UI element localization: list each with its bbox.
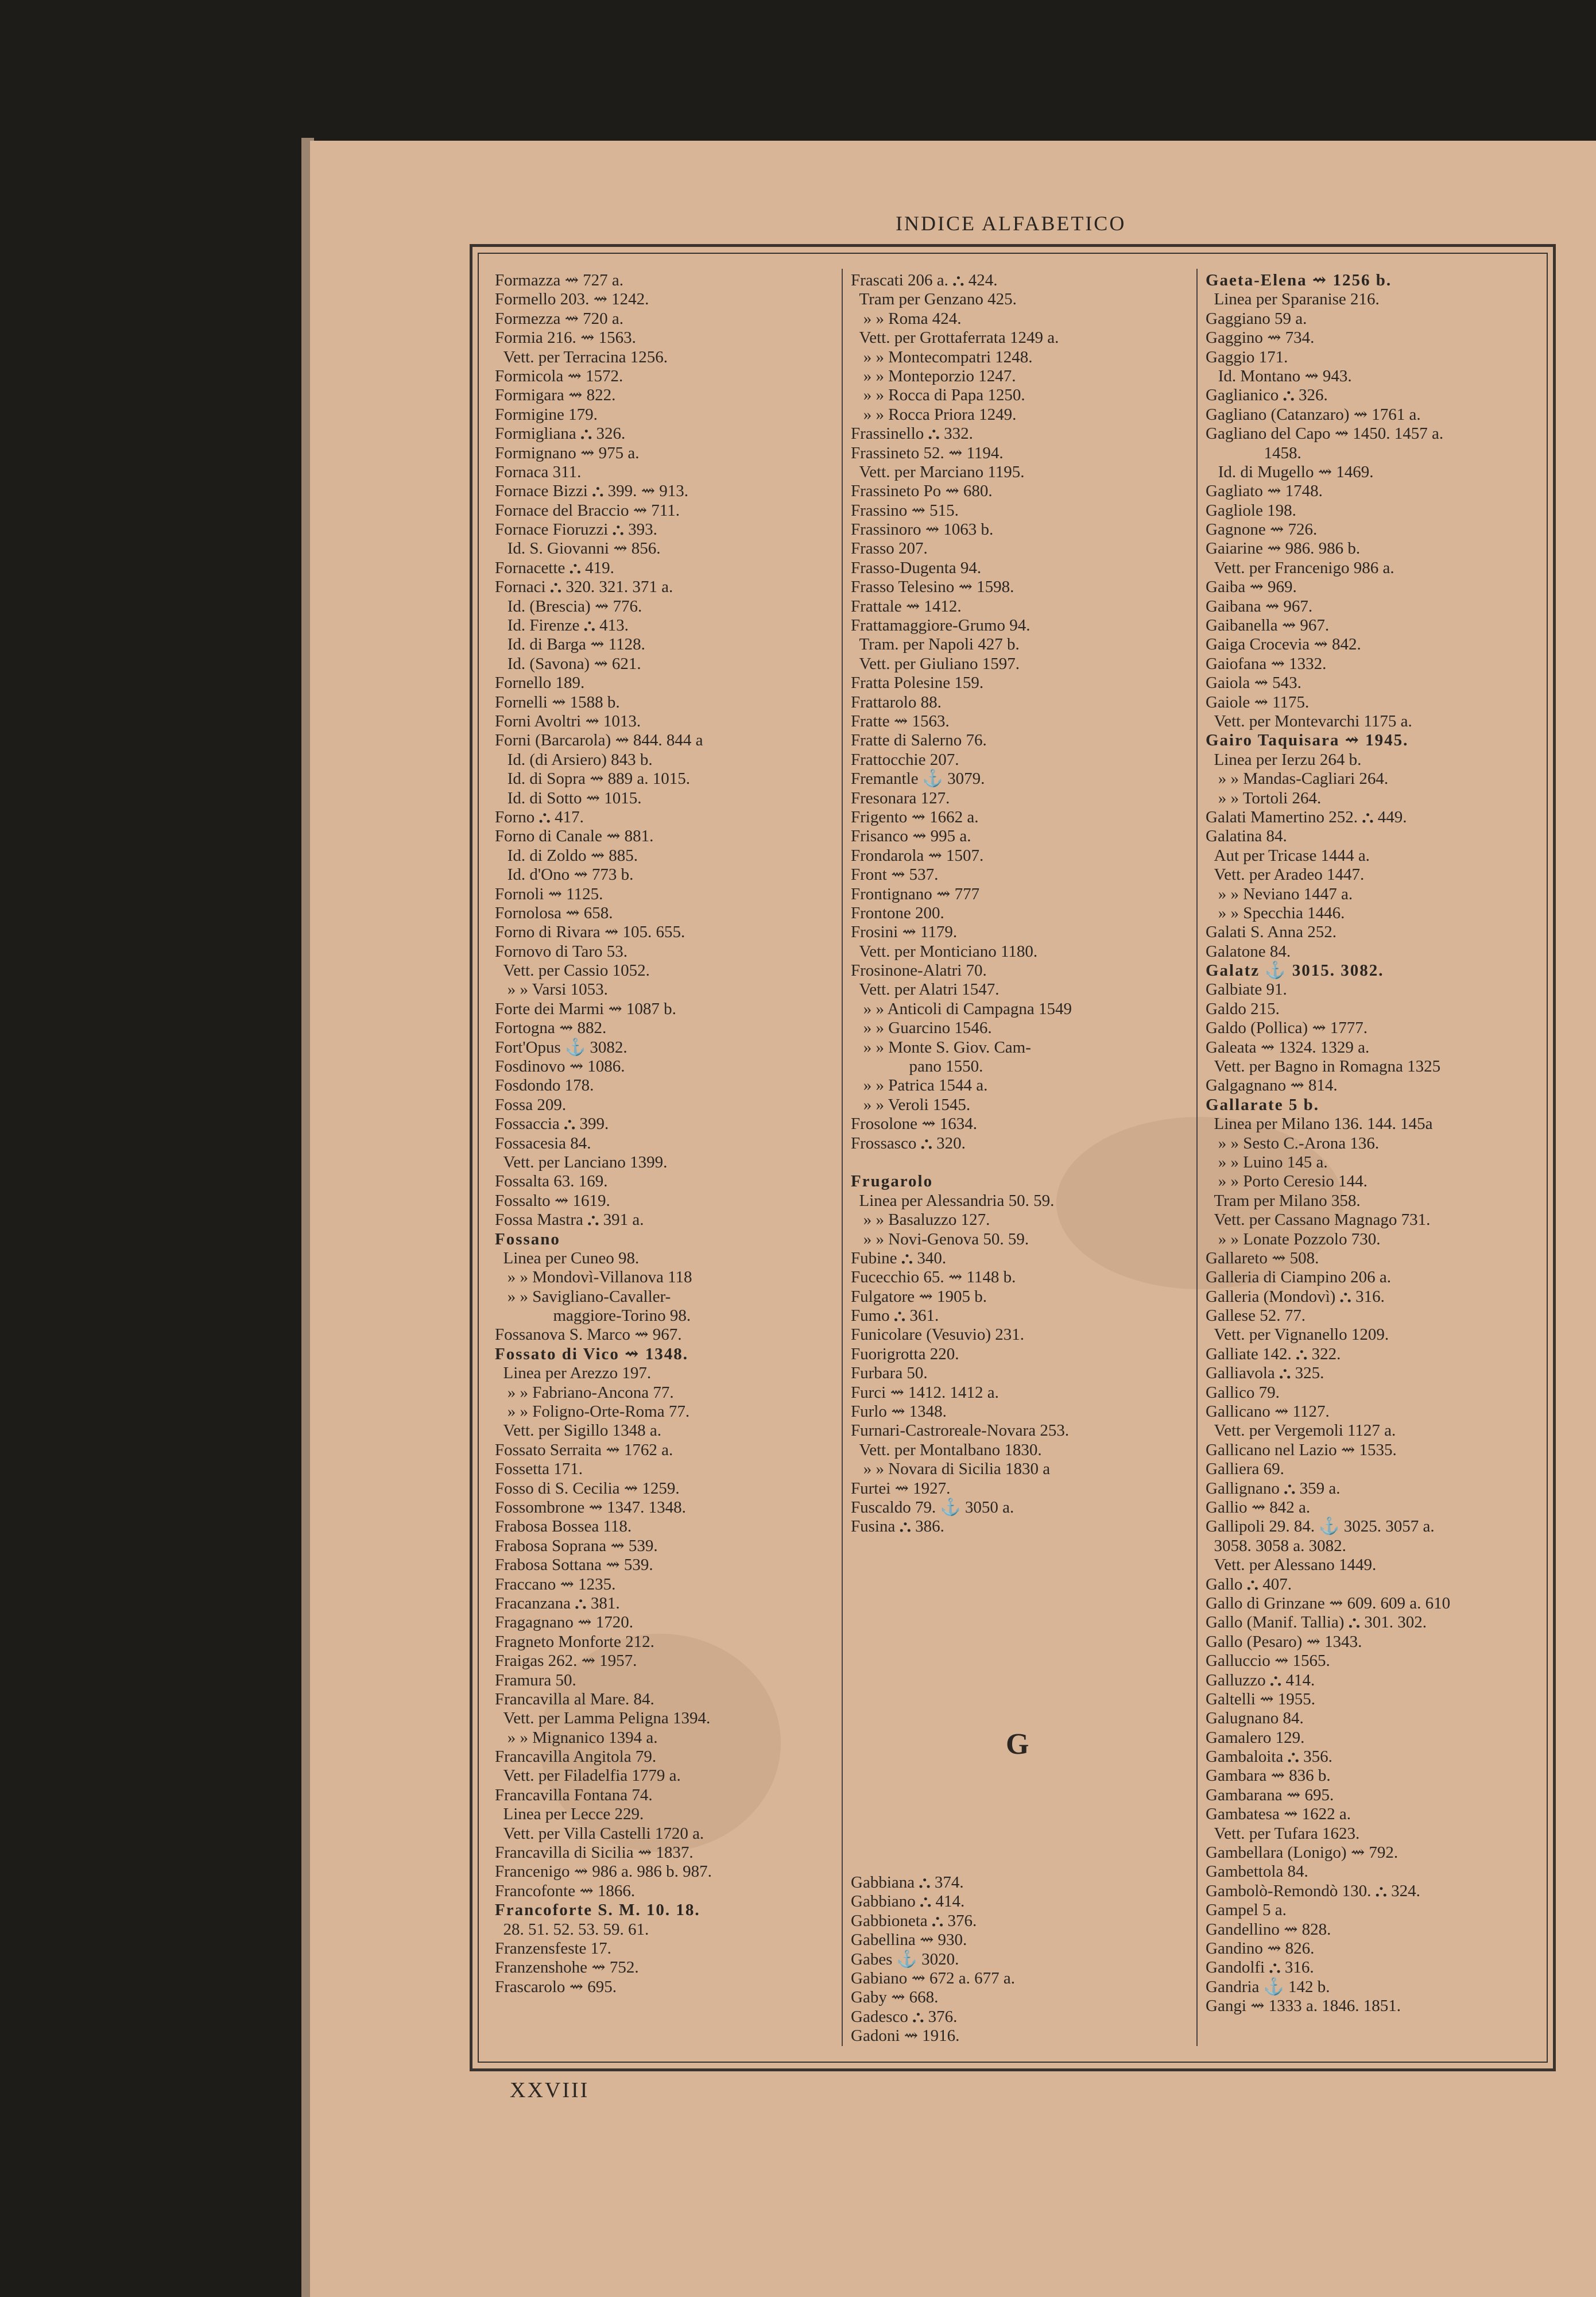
index-entry: Vett. per Vergemoli 1127 a. — [1206, 1421, 1396, 1440]
index-entry: Frosolone ⇝ 1634. — [851, 1115, 978, 1134]
index-entry: Vett. per Marciano 1195. — [851, 462, 1025, 481]
index-entry: Funicolare (Vesuvio) 231. — [851, 1325, 1025, 1344]
index-entry: Formia 216. ⇝ 1563. — [495, 328, 636, 347]
index-entry: » » Luino 145 a. — [1206, 1153, 1328, 1171]
index-entry: Francavilla al Mare. 84. — [495, 1689, 654, 1708]
index-entry: » » Novara di Sicilia 1830 a — [851, 1460, 1051, 1479]
index-entry: Formicola ⇝ 1572. — [495, 366, 623, 385]
index-entry: Gaggiano 59 a. — [1206, 309, 1307, 328]
index-entry: Fumo ⛬ 361. — [851, 1306, 939, 1325]
index-entry: Gaibanella ⇝ 967. — [1206, 616, 1330, 635]
index-entry: Fossombrone ⇝ 1347. 1348. — [495, 1498, 686, 1517]
index-entry: » » Varsi 1053. — [495, 980, 608, 999]
index-entry: Id. Montano ⇝ 943. — [1206, 366, 1352, 385]
index-entry: Formigliana ⛬ 326. — [495, 424, 626, 443]
index-entry: Id. di Mugello ⇝ 1469. — [1206, 462, 1374, 481]
index-entry: Vett. per Terracina 1256. — [495, 347, 668, 366]
index-entry: Formigara ⇝ 822. — [495, 386, 616, 405]
index-entry: Forno ⛬ 417. — [495, 807, 584, 826]
index-entry: Gabbioneta ⛬ 376. — [851, 1911, 977, 1930]
index-entry: Fossaccia ⛬ 399. — [495, 1115, 609, 1134]
index-entry: Gambellara (Lonigo) ⇝ 792. — [1206, 1843, 1399, 1862]
index-entry: Id. Firenze ⛬ 413. — [495, 616, 629, 635]
index-entry: Linea per Alessandria 50. 59. — [851, 1191, 1055, 1210]
index-entry: Gallico 79. — [1206, 1383, 1280, 1402]
index-entry: Galluccio ⇝ 1565. — [1206, 1652, 1330, 1670]
index-entry: » » Patrica 1544 a. — [851, 1076, 988, 1095]
index-entry: Vett. per Sigillo 1348 a. — [495, 1421, 661, 1440]
index-entry: Galleria di Ciampino 206 a. — [1206, 1268, 1391, 1287]
index-entry: » » Neviano 1447 a. — [1206, 884, 1353, 903]
index-entry: » » Guarcino 1546. — [851, 1019, 992, 1038]
index-entry: Frascati 206 a. ⛬ 424. — [851, 271, 998, 289]
index-entry: Vett. per Lanciano 1399. — [495, 1153, 668, 1171]
index-entry: Gandolfi ⛬ 316. — [1206, 1958, 1314, 1977]
index-entry: Gandino ⇝ 826. — [1206, 1939, 1315, 1958]
index-entry: Gabbiana ⛬ 374. — [851, 1873, 964, 1892]
index-entry: Vett. per Monticiano 1180. — [851, 942, 1038, 961]
index-entry: Fresonara 127. — [851, 788, 950, 807]
index-entry: Fortogna ⇝ 882. — [495, 1019, 607, 1038]
index-entry: Forte dei Marmi ⇝ 1087 b. — [495, 999, 676, 1018]
index-entry: Forni Avoltri ⇝ 1013. — [495, 711, 641, 730]
index-entry: Gaiola ⇝ 543. — [1206, 674, 1301, 693]
index-entry: » » Foligno-Orte-Roma 77. — [495, 1402, 690, 1421]
index-entry: Fornaca 311. — [495, 462, 582, 481]
index-entry: Galati Mamertino 252. ⛬ 449. — [1206, 807, 1407, 826]
index-entry: Gaggino ⇝ 734. — [1206, 328, 1315, 347]
index-entry: Fuorigrotta 220. — [851, 1344, 959, 1363]
index-entry: Fucecchio 65. ⇝ 1148 b. — [851, 1268, 1016, 1287]
index-entry: Fossalto ⇝ 1619. — [495, 1191, 610, 1210]
index-entry: Fratte di Salerno 76. — [851, 731, 987, 750]
index-entry: Vett. per Grottaferrata 1249 a. — [851, 328, 1059, 347]
index-entry: Formello 203. ⇝ 1242. — [495, 290, 649, 309]
index-entry: Frondarola ⇝ 1507. — [851, 846, 984, 865]
index-entry: 3058. 3058 a. 3082. — [1206, 1536, 1346, 1555]
index-entry: Gaiofana ⇝ 1332. — [1206, 654, 1327, 673]
index-entry: Id. di Sopra ⇝ 889 a. 1015. — [495, 769, 691, 788]
index-column-3 — [1206, 271, 1544, 2016]
index-heading-entry: Fossano — [495, 1229, 560, 1248]
index-entry: Francavilla di Sicilia ⇝ 1837. — [495, 1843, 694, 1862]
index-entry: Linea per Ierzu 264 b. — [1206, 750, 1362, 769]
index-entry: Galliate 142. ⛬ 322. — [1206, 1344, 1341, 1363]
index-heading-entry: Gallarate 5 b. — [1206, 1095, 1319, 1114]
index-entry: Gallo di Grinzane ⇝ 609. 609 a. 610 — [1206, 1594, 1451, 1612]
index-heading-entry: Fossato di Vico ⇝ 1348. — [495, 1344, 688, 1363]
index-entry: Frattarolo 88. — [851, 693, 942, 711]
index-entry: Furlo ⇝ 1348. — [851, 1402, 947, 1421]
index-entry: » » Veroli 1545. — [851, 1095, 971, 1114]
index-entry: Furbara 50. — [851, 1364, 928, 1383]
index-entry: » » Roma 424. — [851, 309, 962, 328]
index-entry: » » Savigliano-Cavaller- — [495, 1287, 671, 1306]
index-column-2 — [851, 271, 1190, 1537]
index-entry: Front ⇝ 537. — [851, 865, 939, 884]
index-entry: Fosdondo 178. — [495, 1076, 594, 1095]
index-entry: Vett. per Alatri 1547. — [851, 980, 1000, 999]
index-entry: Fulgatore ⇝ 1905 b. — [851, 1287, 987, 1306]
index-entry: Gabbiano ⛬ 414. — [851, 1892, 965, 1911]
index-entry: Forno di Rivara ⇝ 105. 655. — [495, 923, 685, 942]
index-entry: Galati S. Anna 252. — [1206, 923, 1337, 942]
index-entry: Gagliole 198. — [1206, 501, 1296, 520]
index-entry: Frasso 207. — [851, 539, 928, 558]
index-entry: Fubine ⛬ 340. — [851, 1248, 947, 1267]
index-entry: Vett. per Bagno in Romagna 1325 — [1206, 1057, 1441, 1076]
index-entry: Gagnone ⇝ 726. — [1206, 520, 1318, 539]
index-entry: Galluzzo ⛬ 414. — [1206, 1670, 1315, 1689]
index-entry — [851, 1153, 1190, 1172]
index-entry: Francavilla Angitola 79. — [495, 1747, 657, 1766]
index-entry: Frontone 200. — [851, 903, 944, 922]
index-column-1 — [495, 271, 834, 1997]
index-entry: Frontignano ⇝ 777 — [851, 884, 980, 903]
page-header: INDICE ALFABETICO — [896, 212, 1126, 235]
index-entry: Gambara ⇝ 836 b. — [1206, 1766, 1331, 1785]
index-entry: Vett. per Cassio 1052. — [495, 961, 650, 980]
index-entry: Francenigo ⇝ 986 a. 986 b. 987. — [495, 1862, 712, 1881]
index-entry: Franzensfeste 17. — [495, 1939, 611, 1958]
index-entry: » » Sesto C.-Arona 136. — [1206, 1134, 1380, 1153]
index-entry: Linea per Cuneo 98. — [495, 1248, 640, 1267]
index-entry: Fornelli ⇝ 1588 b. — [495, 693, 620, 711]
index-entry: Frassino ⇝ 515. — [851, 501, 959, 520]
index-entry: Fornace Fioruzzi ⛬ 393. — [495, 520, 657, 539]
index-entry: Gaiga Crocevia ⇝ 842. — [1206, 635, 1361, 654]
index-entry: Gallo (Pesaro) ⇝ 1343. — [1206, 1632, 1362, 1651]
index-entry: Vett. per Montalbano 1830. — [851, 1440, 1042, 1459]
index-entry: Formignano ⇝ 975 a. — [495, 443, 640, 462]
index-entry: Vett. per Aradeo 1447. — [1206, 865, 1365, 884]
index-entry: Fratta Polesine 159. — [851, 674, 984, 693]
index-entry: Fossa 209. — [495, 1095, 567, 1114]
index-entry: Fossa Mastra ⛬ 391 a. — [495, 1211, 644, 1229]
index-entry: Framura 50. — [495, 1670, 576, 1689]
index-entry: Gallese 52. 77. — [1206, 1306, 1306, 1325]
index-entry: Fornace Bizzi ⛬ 399. ⇝ 913. — [495, 482, 688, 501]
index-entry: Fracanzana ⛬ 381. — [495, 1594, 620, 1612]
index-entry: Frisanco ⇝ 995 a. — [851, 827, 971, 846]
index-entry: Gallo (Manif. Tallia) ⛬ 301. 302. — [1206, 1613, 1427, 1632]
index-heading-entry: Galatz ⚓ 3015. 3082. — [1206, 961, 1384, 980]
index-entry: Fratte ⇝ 1563. — [851, 711, 950, 730]
index-entry: » » Mandas-Cagliari 264. — [1206, 769, 1389, 788]
index-entry: Furtei ⇝ 1927. — [851, 1479, 951, 1498]
index-entry: Gamalero 129. — [1206, 1728, 1305, 1747]
index-entry: Gallignano ⛬ 359 a. — [1206, 1479, 1341, 1498]
index-entry: Formigine 179. — [495, 405, 598, 424]
index-entry: Frattocchie 207. — [851, 750, 959, 769]
index-entry: Vett. per Alessano 1449. — [1206, 1556, 1377, 1575]
index-entry: Id. S. Giovanni ⇝ 856. — [495, 539, 661, 558]
index-entry: Galatina 84. — [1206, 827, 1287, 846]
index-entry: Galgagnano ⇝ 814. — [1206, 1076, 1338, 1095]
index-entry: Galliera 69. — [1206, 1460, 1284, 1479]
index-entry: Fossanova S. Marco ⇝ 967. — [495, 1325, 682, 1344]
index-entry: Gabes ⚓ 3020. — [851, 1950, 959, 1969]
index-entry: Fornovo di Taro 53. — [495, 942, 628, 961]
index-entry: Frasso-Dugenta 94. — [851, 558, 982, 577]
index-entry: Fossato Serraita ⇝ 1762 a. — [495, 1440, 673, 1459]
index-entry: Id. (Savona) ⇝ 621. — [495, 654, 641, 673]
index-entry: Gambatesa ⇝ 1622 a. — [1206, 1805, 1351, 1824]
index-entry: Id. (di Arsiero) 843 b. — [495, 750, 653, 769]
index-entry: Gampel 5 a. — [1206, 1901, 1287, 1920]
index-entry: Fornaci ⛬ 320. 321. 371 a. — [495, 578, 673, 597]
index-entry: Frascarolo ⇝ 695. — [495, 1977, 617, 1996]
index-entry: Frabosa Soprana ⇝ 539. — [495, 1536, 658, 1555]
index-entry: » » Monteporzio 1247. — [851, 366, 1016, 385]
index-entry: » » Rocca Priora 1249. — [851, 405, 1017, 424]
index-entry: Linea per Sparanise 216. — [1206, 290, 1380, 309]
index-entry: Furnari-Castroreale-Novara 253. — [851, 1421, 1070, 1440]
index-entry: Tram. per Napoli 427 b. — [851, 635, 1020, 654]
index-entry: Frossasco ⛬ 320. — [851, 1134, 966, 1153]
index-entry: Vett. per Filadelfia 1779 a. — [495, 1766, 681, 1785]
index-entry: Vett. per Giuliano 1597. — [851, 654, 1020, 673]
index-entry: Gaggio 171. — [1206, 347, 1288, 366]
index-entry: Gambolò-Remondò 130. ⛬ 324. — [1206, 1881, 1420, 1900]
index-entry: Forni (Barcarola) ⇝ 844. 844 a — [495, 731, 703, 750]
index-heading-entry: Gaeta-Elena ⇝ 1256 b. — [1206, 271, 1392, 289]
index-entry: Fraccano ⇝ 1235. — [495, 1575, 616, 1594]
page-number: XXVIII — [510, 2078, 590, 2102]
index-heading-entry: Frugarolo — [851, 1172, 933, 1191]
index-entry: Gagliato ⇝ 1748. — [1206, 482, 1323, 501]
index-entry: Vett. per Tufara 1623. — [1206, 1824, 1360, 1843]
index-entry: Gaby ⇝ 668. — [851, 1988, 939, 2007]
section-letter-g: G — [1006, 1728, 1029, 1761]
index-entry: Fornoli ⇝ 1125. — [495, 884, 603, 903]
index-entry: Gaibana ⇝ 967. — [1206, 597, 1313, 616]
index-entry: Frattamaggiore-Grumo 94. — [851, 616, 1031, 635]
index-entry: Galeata ⇝ 1324. 1329 a. — [1206, 1038, 1370, 1057]
index-entry: Gaiba ⇝ 969. — [1206, 578, 1297, 597]
index-entry: 28. 51. 52. 53. 59. 61. — [495, 1920, 649, 1939]
index-entry: Vett. per Lamma Peligna 1394. — [495, 1709, 711, 1728]
index-entry: pano 1550. — [851, 1057, 983, 1076]
index-entry: Gallio ⇝ 842 a. — [1206, 1498, 1311, 1517]
index-entry: Francavilla Fontana 74. — [495, 1785, 653, 1804]
index-entry: Vett. per Vignanello 1209. — [1206, 1325, 1389, 1344]
index-entry: » » Specchia 1446. — [1206, 903, 1345, 922]
index-entry: » » Porto Ceresio 144. — [1206, 1172, 1368, 1191]
index-entry: Gallicano nel Lazio ⇝ 1535. — [1206, 1440, 1397, 1459]
index-entry: » » Monte S. Giov. Cam- — [851, 1038, 1031, 1057]
index-entry: Gandria ⚓ 142 b. — [1206, 1977, 1330, 1996]
index-entry: Frabosa Sottana ⇝ 539. — [495, 1556, 653, 1575]
index-entry: » » Mignanico 1394 a. — [495, 1728, 658, 1747]
index-entry: Fossalta 63. 169. — [495, 1172, 608, 1191]
index-entry: Fremantle ⚓ 3079. — [851, 769, 985, 788]
index-entry: Gambarana ⇝ 695. — [1206, 1785, 1334, 1804]
index-entry: Galtelli ⇝ 1955. — [1206, 1689, 1316, 1708]
index-entry: Fusina ⛬ 386. — [851, 1517, 944, 1536]
index-entry: Gadesco ⛬ 376. — [851, 2007, 958, 2026]
index-entry: Gabiano ⇝ 672 a. 677 a. — [851, 1969, 1016, 1987]
index-entry: Galugnano 84. — [1206, 1709, 1304, 1728]
index-entry: Gadoni ⇝ 1916. — [851, 2027, 960, 2045]
index-entry: Fornacette ⛬ 419. — [495, 558, 614, 577]
index-entry: Fornello 189. — [495, 674, 585, 693]
index-entry: Tram per Milano 358. — [1206, 1191, 1361, 1210]
index-entry: Galdo 215. — [1206, 999, 1280, 1018]
index-entry: Gaiole ⇝ 1175. — [1206, 693, 1310, 711]
index-column-2-g-section — [851, 1873, 1190, 2046]
index-entry: Gangi ⇝ 1333 a. 1846. 1851. — [1206, 1997, 1401, 2016]
index-entry: Fragneto Monforte 212. — [495, 1632, 654, 1651]
index-entry: maggiore-Torino 98. — [495, 1306, 691, 1325]
index-entry: Fornace del Braccio ⇝ 711. — [495, 501, 680, 520]
index-entry: Fosdinovo ⇝ 1086. — [495, 1057, 625, 1076]
column-divider-1 — [842, 269, 843, 2046]
index-entry: Gabellina ⇝ 930. — [851, 1931, 967, 1950]
index-entry: Forno di Canale ⇝ 881. — [495, 827, 654, 846]
index-entry: Fuscaldo 79. ⚓ 3050 a. — [851, 1498, 1014, 1517]
index-entry: Frassineto 52. ⇝ 1194. — [851, 443, 1004, 462]
index-entry: Fraigas 262. ⇝ 1957. — [495, 1652, 637, 1670]
index-entry: Galliavola ⛬ 325. — [1206, 1364, 1324, 1383]
index-heading-entry: Gairo Taquisara ⇝ 1945. — [1206, 731, 1409, 750]
index-entry: Frosinone-Alatri 70. — [851, 961, 987, 980]
index-entry: Linea per Lecce 229. — [495, 1805, 644, 1824]
index-entry: » » Rocca di Papa 1250. — [851, 386, 1025, 405]
index-entry: Gambettola 84. — [1206, 1862, 1308, 1881]
index-entry: Tram per Genzano 425. — [851, 290, 1017, 309]
index-entry: Frassinello ⛬ 332. — [851, 424, 973, 443]
index-entry: Id. di Barga ⇝ 1128. — [495, 635, 645, 654]
index-entry: Formezza ⇝ 720 a. — [495, 309, 623, 328]
index-entry: Galbiate 91. — [1206, 980, 1287, 999]
index-entry: Linea per Milano 136. 144. 145a — [1206, 1115, 1433, 1134]
index-entry: Galdo (Pollica) ⇝ 1777. — [1206, 1019, 1368, 1038]
index-entry: Formazza ⇝ 727 a. — [495, 271, 623, 289]
index-entry: » » Novi-Genova 50. 59. — [851, 1229, 1029, 1248]
index-entry: Aut per Tricase 1444 a. — [1206, 846, 1370, 865]
index-entry: Id. di Zoldo ⇝ 885. — [495, 846, 638, 865]
index-entry: Vett. per Cassano Magnago 731. — [1206, 1211, 1431, 1229]
index-entry: » » Anticoli di Campagna 1549 — [851, 999, 1072, 1018]
index-entry: Id. d'Ono ⇝ 773 b. — [495, 865, 634, 884]
index-entry: Id. di Sotto ⇝ 1015. — [495, 788, 642, 807]
index-entry: Frabosa Bossea 118. — [495, 1517, 632, 1536]
index-entry: » » Fabriano-Ancona 77. — [495, 1383, 674, 1402]
index-heading-entry: Francoforte S. M. 10. 18. — [495, 1901, 700, 1920]
index-entry: Gallareto ⇝ 508. — [1206, 1248, 1319, 1267]
index-entry: Frassinoro ⇝ 1063 b. — [851, 520, 994, 539]
index-entry: Fosso di S. Cecilia ⇝ 1259. — [495, 1479, 680, 1498]
index-entry: Galatone 84. — [1206, 942, 1291, 961]
index-entry: 1458. — [1206, 443, 1301, 462]
index-entry: » » Basaluzzo 127. — [851, 1211, 990, 1229]
column-divider-2 — [1196, 269, 1198, 2046]
index-entry: Gaglianico ⛬ 326. — [1206, 386, 1328, 405]
index-entry: Fort'Opus ⚓ 3082. — [495, 1038, 627, 1057]
index-entry: » » Mondovì-Villanova 118 — [495, 1268, 692, 1287]
index-entry: Gaiarine ⇝ 986. 986 b. — [1206, 539, 1361, 558]
index-entry: Vett. per Montevarchi 1175 a. — [1206, 711, 1412, 730]
index-entry: Gambaloita ⛬ 356. — [1206, 1747, 1332, 1766]
index-entry: Fossetta 171. — [495, 1460, 583, 1479]
index-entry: Gallipoli 29. 84. ⚓ 3025. 3057 a. — [1206, 1517, 1435, 1536]
index-entry: Gandellino ⇝ 828. — [1206, 1920, 1331, 1939]
index-entry: Frattale ⇝ 1412. — [851, 597, 962, 616]
index-entry: Fossacesia 84. — [495, 1134, 591, 1153]
index-column-2-top — [851, 271, 1190, 1537]
index-entry: Frasso Telesino ⇝ 1598. — [851, 578, 1014, 597]
index-entry: Gallo ⛬ 407. — [1206, 1575, 1292, 1594]
index-entry: Frosini ⇝ 1179. — [851, 923, 958, 942]
index-entry: Linea per Arezzo 197. — [495, 1364, 652, 1383]
index-entry: Galleria (Mondovì) ⛬ 316. — [1206, 1287, 1385, 1306]
index-entry: Fragagnano ⇝ 1720. — [495, 1613, 633, 1632]
index-entry: Franzenshohe ⇝ 752. — [495, 1958, 639, 1977]
index-entry: Vett. per Villa Castelli 1720 a. — [495, 1824, 704, 1843]
index-entry: Vett. per Francenigo 986 a. — [1206, 558, 1394, 577]
index-entry: Gallicano ⇝ 1127. — [1206, 1402, 1330, 1421]
index-entry: » » Tortoli 264. — [1206, 788, 1322, 807]
index-entry: Frassineto Po ⇝ 680. — [851, 482, 993, 501]
index-entry: » » Lonate Pozzolo 730. — [1206, 1229, 1381, 1248]
index-entry: Gagliano (Catanzaro) ⇝ 1761 a. — [1206, 405, 1421, 424]
index-entry: Frigento ⇝ 1662 a. — [851, 807, 979, 826]
index-entry: Francofonte ⇝ 1866. — [495, 1881, 636, 1900]
index-entry: Gagliano del Capo ⇝ 1450. 1457 a. — [1206, 424, 1444, 443]
index-entry: » » Montecompatri 1248. — [851, 347, 1033, 366]
index-entry: Fornolosa ⇝ 658. — [495, 903, 613, 922]
index-entry: Furci ⇝ 1412. 1412 a. — [851, 1383, 999, 1402]
index-entry: Id. (Brescia) ⇝ 776. — [495, 597, 642, 616]
